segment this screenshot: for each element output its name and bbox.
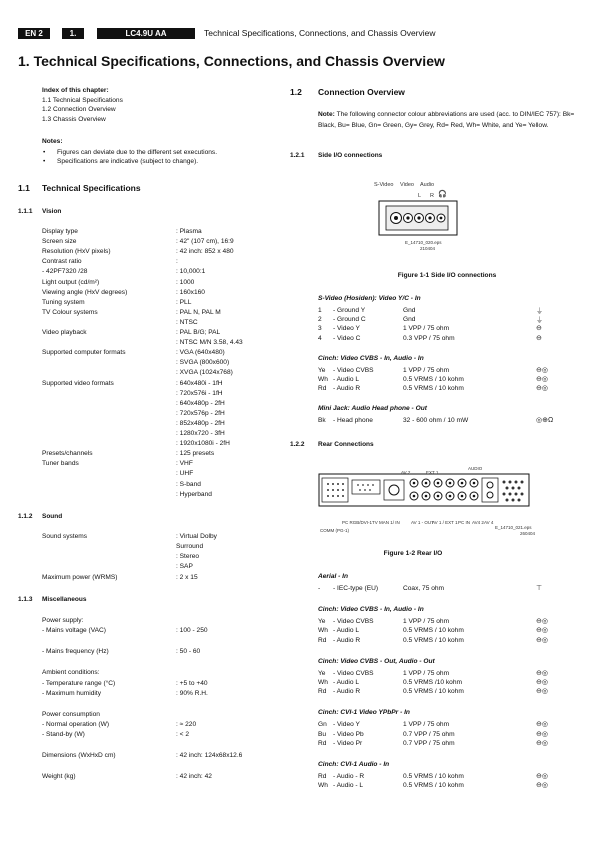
- connector-type-icon: ⊖◎: [536, 688, 548, 696]
- section-number: 1.2: [290, 87, 302, 97]
- connector-pin: -: [318, 585, 321, 592]
- connector-signal: - Audio - R: [333, 773, 365, 780]
- fig-label-l: L: [418, 193, 422, 199]
- note-item: Specifications are indicative (subject to change).: [57, 158, 199, 165]
- connector-signal: - Video C: [333, 334, 361, 342]
- rear-label: COMM (PG-1): [320, 528, 349, 533]
- note-label: Note:: [318, 111, 335, 118]
- header-chapter-badge: 1.: [62, 28, 84, 39]
- spec-value: : +5 to +40: [176, 680, 208, 687]
- connector-signal: - Video CVBS: [333, 618, 374, 626]
- connector-spec: 0.5 VRMS / 10 kohm: [403, 782, 464, 790]
- connector-spec: 0.5 VRMS / 10 kohm: [403, 636, 464, 644]
- connector-type-icon: ⊖◎: [536, 679, 548, 686]
- connector-spec: 0.7 VPP / 75 ohm: [403, 739, 455, 747]
- spec-label: Maximum power (WRMS): [42, 574, 118, 581]
- rear-label: AV 4: [484, 520, 494, 525]
- spec-value: : UHF: [176, 470, 194, 478]
- connector-signal: - Head phone: [333, 417, 373, 425]
- subsection-number: 1.1.3: [18, 596, 33, 603]
- connector-pin: Gn: [318, 721, 327, 729]
- connector-group-title: Cinch: Video CVBS - In, Audio - In: [318, 606, 424, 614]
- spec-value: : Stereo: [176, 553, 200, 560]
- spec-label: - Stand-by (W): [42, 731, 85, 738]
- spec-label: Power supply:: [42, 617, 84, 624]
- bullet-icon: •: [43, 158, 46, 165]
- note-text: The following connector colour abbreviations are used (acc. to DIN/IEC 757): Bk= Black, Bu= Blue, Gn= Green, Gy= Grey, Rd= Red, Wh= White, and Ye= Yellow.: [318, 111, 575, 129]
- spec-value: :: [176, 258, 178, 266]
- notes-heading: Notes:: [42, 138, 63, 145]
- index-heading: Index of this chapter:: [42, 87, 109, 94]
- connector-pin: 2: [318, 316, 322, 324]
- connector-type-icon: ⊤: [536, 585, 543, 592]
- connector-pin: Bk: [318, 417, 326, 425]
- connector-pin: 1: [318, 307, 322, 314]
- connector-signal: - Audio L: [333, 376, 360, 383]
- spec-value: : 720x576i - 1fH: [176, 389, 223, 397]
- figure-caption: Figure 1-1 Side I/O connections: [397, 272, 497, 279]
- fig-file-name: E_14710_020.eps: [405, 240, 442, 245]
- header-lang-badge: EN 2: [18, 28, 50, 39]
- connector-type-icon: ⊖◎: [536, 627, 548, 635]
- connector-group-title: Cinch: CVI-1 Video YPbPr - In: [318, 709, 410, 717]
- index-item[interactable]: 1.3 Chassis Overview: [42, 116, 106, 123]
- spec-value: : VGA (640x480): [176, 349, 225, 357]
- rear-label: PC IN: [458, 520, 471, 525]
- spec-label: Light output (cd/m²): [42, 278, 100, 286]
- subsection-title: Rear Connections: [318, 441, 374, 448]
- connector-spec: 0.3 VPP / 75 ohm: [403, 334, 455, 342]
- index-item[interactable]: 1.1 Technical Specifications: [42, 97, 123, 104]
- spec-label: - Temperature range (°C): [42, 680, 116, 687]
- subsection-title: Miscellaneous: [42, 596, 87, 603]
- connector-signal: - Video Y: [333, 721, 360, 729]
- spec-label: Resolution (HxV pixels): [42, 248, 111, 256]
- connector-signal: - Audio L: [333, 627, 360, 635]
- spec-label: - Maximum humidity: [42, 690, 101, 697]
- rear-label: AV4 2: [472, 520, 484, 525]
- connector-spec: 1 VPP / 75 ohm: [403, 669, 450, 677]
- spec-label: Viewing angle (HxV degrees): [42, 288, 128, 296]
- spec-value: : NTSC: [176, 318, 198, 326]
- connector-signal: - Video Pr: [333, 739, 363, 747]
- connector-signal: - Audio - L: [333, 782, 364, 790]
- connector-spec: 1 VPP / 75 ohm: [403, 325, 450, 333]
- connector-group-title: Cinch: CVI-1 Audio - In: [318, 761, 390, 768]
- spec-label: Video playback: [42, 329, 87, 336]
- spec-value: : 640x480p - 2fH: [176, 399, 225, 407]
- connector-signal: - Video CVBS: [333, 669, 374, 677]
- chapter-title: 1. Technical Specifications, Connections, and Chassis Overview: [18, 53, 445, 69]
- connector-type-icon: ⊖◎: [536, 385, 548, 393]
- connector-pin: Bu: [318, 730, 327, 738]
- spec-value: : PAL B/G; PAL: [176, 329, 221, 336]
- connector-pin: Ye: [318, 669, 326, 677]
- spec-value: : SVGA (800x600): [176, 359, 230, 367]
- spec-label: Screen size: [42, 238, 77, 246]
- connector-type-icon: ◎⊕Ω: [536, 417, 554, 425]
- section-number: 1.1: [18, 183, 30, 193]
- connector-spec: 0.5 VRMS / 10 kohm: [403, 627, 464, 635]
- section-title: Connection Overview: [318, 87, 405, 97]
- spec-value: Surround: [176, 543, 204, 550]
- connector-signal: - Ground Y: [333, 307, 366, 314]
- spec-label: - Mains voltage (VAC): [42, 627, 107, 634]
- spec-value: : 720x576p - 2fH: [176, 409, 225, 417]
- connector-pin: Wh: [318, 627, 328, 635]
- fig-label-svideo: S-Video: [374, 182, 394, 188]
- connector-pin: Wh: [318, 782, 328, 790]
- spec-value: : SAP: [176, 563, 193, 570]
- connector-spec: 1 VPP / 75 ohm: [403, 366, 450, 374]
- subsection-number: 1.1.2: [18, 513, 33, 520]
- spec-value: : 160x160: [176, 288, 205, 296]
- spec-value: : 10,000:1: [176, 268, 206, 276]
- spec-value: : 852x480p - 2fH: [176, 419, 225, 427]
- connector-pin: Rd: [318, 773, 327, 780]
- spec-value: : PLL: [176, 298, 192, 306]
- spec-value: : 640x480i - 1fH: [176, 379, 223, 387]
- connector-signal: - Audio R: [333, 636, 361, 644]
- connector-type-icon: ⊖: [536, 334, 542, 342]
- connector-signal: - Video Pb: [333, 730, 364, 738]
- connector-type-icon: ⊖◎: [536, 669, 548, 677]
- connector-group-title: S-Video (Hosiden): Video Y/C - In: [318, 295, 421, 302]
- connector-pin: 4: [318, 334, 322, 342]
- connector-type-icon: ⊖◎: [536, 618, 548, 626]
- connector-pin: Ye: [318, 618, 326, 626]
- spec-value: : S-band: [176, 480, 201, 488]
- spec-value: : 1920x1080i - 2fH: [176, 440, 230, 448]
- spec-value: : 42 inch: 124x68x12.6: [176, 752, 243, 759]
- connector-type-icon: ⊖: [536, 325, 542, 333]
- connector-group-title: Cinch: Video CVBS - In, Audio - In: [318, 354, 424, 362]
- connector-group-title: Aerial - In: [318, 573, 349, 580]
- spec-value: : 125 presets: [176, 450, 215, 458]
- subsection-title: Sound: [42, 513, 63, 520]
- rear-io-panel-drawing: [318, 470, 530, 512]
- subsection-number: 1.2.2: [290, 441, 305, 448]
- spec-value: : 1280x720 - 3fH: [176, 430, 225, 437]
- rear-label: AUDIO: [468, 466, 483, 471]
- spec-label: Dimensions (WxHxD cm): [42, 752, 116, 759]
- spec-value: : ≈ 220: [176, 721, 197, 728]
- connector-spec: 0.5 VRMS / 10 kohm: [403, 376, 464, 383]
- connector-pin: Rd: [318, 385, 327, 393]
- spec-value: : 2 x 15: [176, 574, 198, 581]
- spec-value: : Hyperband: [176, 490, 212, 498]
- connector-type-icon: ⊖◎: [536, 739, 548, 747]
- spec-label: Weight (kg): [42, 773, 76, 780]
- connector-signal: - IEC-type (EU): [333, 585, 379, 592]
- connector-pin: Wh: [318, 679, 328, 686]
- headphone-icon: 🎧: [438, 191, 447, 198]
- spec-label: - Mains frequency (Hz): [42, 648, 109, 655]
- spec-value: : 1000: [176, 278, 195, 286]
- rear-label: PC RGB/DVI-1: [342, 520, 373, 525]
- connector-pin: Wh: [318, 376, 328, 383]
- rear-label: AV 2: [401, 470, 411, 475]
- subsection-number: 1.2.1: [290, 152, 305, 159]
- spec-value: : XVGA (1024x768): [176, 369, 233, 377]
- connector-spec: 1 VPP / 75 ohm: [403, 618, 450, 626]
- fig-file-date: 260404: [520, 531, 536, 536]
- spec-value: : 42 inch: 42: [176, 773, 212, 780]
- spec-label: Supported video formats: [42, 379, 114, 387]
- side-io-panel-drawing: [378, 200, 458, 238]
- fig-label-r: R: [430, 193, 434, 199]
- connector-pin: Rd: [318, 688, 327, 696]
- spec-label: - Normal operation (W): [42, 721, 110, 728]
- header-title: Technical Specifications, Connections, and Chassis Overview: [204, 28, 436, 38]
- spec-label: Ambient conditions:: [42, 669, 100, 676]
- connector-type-icon: ⊖◎: [536, 721, 548, 729]
- connector-spec: 0.5 VRMS /10 kohm: [403, 679, 463, 686]
- spec-label: Power consumption: [42, 711, 100, 718]
- connector-pin: Rd: [318, 636, 327, 644]
- connector-type-icon: ⊖◎: [536, 366, 548, 374]
- spec-value: : 42" (107 cm), 16:9: [176, 238, 234, 246]
- connector-type-icon: ⏚: [536, 317, 543, 325]
- rear-label: AV 1 - OUT: [411, 520, 434, 525]
- connector-type-icon: ⊖◎: [536, 782, 548, 790]
- index-item[interactable]: 1.2 Connection Overview: [42, 106, 116, 113]
- spec-value: : Plasma: [176, 228, 202, 235]
- figure-caption: Figure 1-2 Rear I/O: [383, 550, 443, 557]
- connector-note-paragraph: [318, 110, 576, 131]
- connector-pin: Ye: [318, 366, 326, 374]
- spec-label: Supported computer formats: [42, 349, 126, 357]
- fig-label-video: Video: [400, 182, 414, 188]
- connector-signal: - Audio R: [333, 688, 361, 696]
- connector-type-icon: ⊖◎: [536, 773, 548, 780]
- connector-spec: 32 - 600 ohm / 10 mW: [403, 417, 469, 425]
- rear-label: EXT 1: [426, 470, 439, 475]
- connector-signal: - Audio R: [333, 385, 361, 393]
- connector-group-title: Mini Jack: Audio Head phone - Out: [318, 405, 427, 413]
- subsection-title: Vision: [42, 208, 62, 215]
- connector-spec: Coax, 75 ohm: [403, 585, 445, 592]
- spec-value: : 100 - 250: [176, 627, 208, 634]
- subsection-title: Side I/O connections: [318, 152, 383, 159]
- rear-label: TV MAN 1/ IN: [372, 520, 400, 525]
- spec-label: - 42PF7320 /28: [42, 268, 88, 276]
- spec-value: : PAL N, PAL M: [176, 308, 221, 316]
- connector-spec: 0.7 VPP / 75 ohm: [403, 730, 455, 738]
- connector-type-icon: ⊖◎: [536, 730, 548, 738]
- header-model-badge: LC4.9U AA: [97, 28, 195, 39]
- spec-label: Contrast ratio: [42, 258, 82, 266]
- fig-file-date: 210404: [420, 246, 436, 251]
- connector-spec: Gnd: [403, 316, 416, 324]
- connector-signal: - Audio L: [333, 679, 360, 686]
- spec-value: : 90% R.H.: [176, 690, 208, 697]
- connector-spec: 1 VPP / 75 ohm: [403, 721, 450, 729]
- spec-value: : 50 - 60: [176, 648, 201, 655]
- connector-pin: 3: [318, 325, 322, 333]
- connector-type-icon: ⏚: [536, 308, 543, 315]
- spec-value: : < 2: [176, 731, 190, 738]
- connector-signal: - Video CVBS: [333, 366, 374, 374]
- spec-label: Tuner bands: [42, 460, 79, 468]
- rear-label: AV 1 / EXT 1: [432, 520, 458, 525]
- bullet-icon: •: [43, 149, 46, 156]
- spec-value: : VHF: [176, 460, 193, 468]
- spec-value: : NTSC M/N 3.58, 4.43: [176, 339, 243, 347]
- fig-file-name: E_14710_021.eps: [495, 525, 532, 530]
- connector-spec: 0.5 VRMS / 10 kohm: [403, 688, 464, 696]
- spec-label: Sound systems: [42, 533, 88, 540]
- connector-signal: - Ground C: [333, 316, 366, 324]
- spec-label: Tuning system: [42, 298, 85, 306]
- spec-value: : 42 inch: 852 x 480: [176, 248, 234, 256]
- connector-group-title: Cinch: Video CVBS - Out, Audio - Out: [318, 657, 435, 665]
- note-item: Figures can deviate due to the different set executions.: [57, 149, 218, 156]
- connector-type-icon: ⊖◎: [536, 376, 548, 383]
- connector-spec: 0.5 VRMS / 10 kohm: [403, 773, 464, 780]
- spec-label: TV Colour systems: [42, 308, 98, 316]
- connector-pin: Rd: [318, 739, 327, 747]
- connector-spec: 0.5 VRMS / 10 kohm: [403, 385, 464, 393]
- spec-label: Display type: [42, 228, 78, 235]
- connector-type-icon: ⊖◎: [536, 636, 548, 644]
- section-title: Technical Specifications: [42, 183, 141, 193]
- spec-value: : Virtual Dolby: [176, 533, 217, 540]
- spec-label: Presets/channels: [42, 450, 93, 458]
- connector-signal: - Video Y: [333, 325, 360, 333]
- connector-spec: Gnd: [403, 307, 416, 314]
- subsection-number: 1.1.1: [18, 208, 33, 215]
- fig-label-audio: Audio: [420, 182, 435, 188]
